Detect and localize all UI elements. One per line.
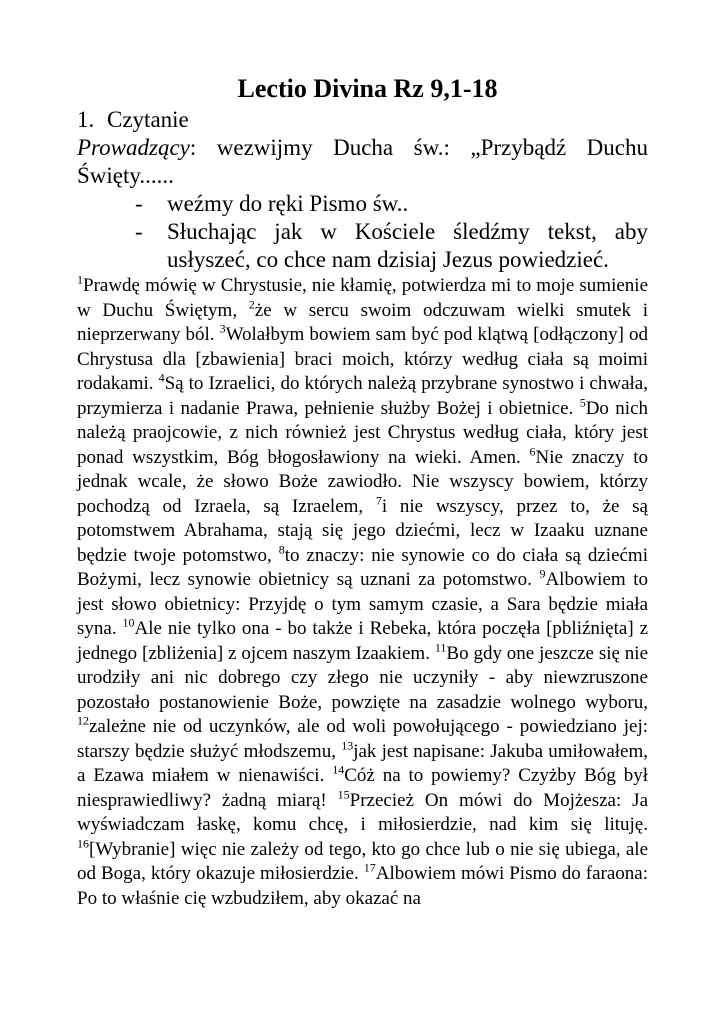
verse-text: to znaczy: nie synowie co do ciała są dziećmi Bożymi, lecz synowie obietnicy są uznani za potomstwo. — [77, 544, 648, 590]
verse-number: 14 — [332, 762, 345, 777]
document-page — [77, 72, 648, 911]
verse-text: że w sercu swoim odczuwam wielki smutek i nieprzerwany ból. — [77, 299, 648, 345]
verse-text: Przecież On mówi do Mojżesza: Ja wyświadczam łaskę, komu chcę, i miłosierdzie, nad kim się lituję. — [77, 789, 648, 835]
intro-text: : wezwijmy Ducha św.: „Przybądź Duchu Święty...... — [77, 135, 648, 188]
verse-number: 7 — [375, 493, 382, 508]
verse-number: 16 — [77, 836, 89, 851]
verse-number: 1 — [77, 272, 83, 287]
verse-text: Bo gdy one jeszcze się nie urodziły ani nic dobrego czy złego nie uczyniły - aby niewzruszone pozostało postanowienie Boże, powzięte na zasadzie wolnego wyboru, — [77, 642, 649, 713]
instruction-text: weźmy do ręki Pismo św.. — [167, 191, 409, 216]
verse-number: 17 — [363, 860, 376, 875]
instruction-text: Słuchając jak w Kościele śledźmy tekst, aby usłyszeć, co chce nam dzisiaj Jezus powiedzieć. — [167, 219, 648, 272]
verse-number: 15 — [337, 787, 350, 802]
verse-text: Są to Izraelici, do których należą przybrane synostwo i chwała, przymierza i nadanie Prawa, pełnienie służby Bożej i obietnice. — [77, 373, 648, 419]
verse-text: jak jest napisane: Jakuba umiłowałem, a Ezawa miałem w nienawiści. — [77, 740, 648, 786]
intro-role: Prowadzący — [77, 135, 190, 160]
verse-number: 13 — [341, 738, 354, 753]
verse-number: 8 — [278, 542, 285, 557]
verse-number: 3 — [219, 321, 226, 336]
section-label: Czytanie — [107, 107, 189, 132]
instruction-list — [77, 190, 648, 274]
verse-text: i nie wszyscy, przez to, że są potomstwem Abrahama, stają się jego dziećmi, lecz w Izaaku uznane będzie twoje potomstwo, — [77, 495, 648, 566]
verse-text: Cóż na to powiemy? Czyżby Bóg był niesprawiedliwy? żadną miarą! — [77, 765, 648, 811]
verse-number: 12 — [77, 713, 89, 728]
bullet-dash: - — [135, 219, 143, 244]
verse-number: 4 — [158, 370, 165, 385]
instruction-item — [135, 218, 648, 274]
verse-text: Nie znaczy to jednak wcale, że słowo Boże zawiodło. Nie wszyscy bowiem, którzy pochodzą od Izraela, są Izraelem, — [77, 446, 648, 517]
verse-text: zależne nie od uczynków, ale od woli powołującego - powiedziano jej: starszy będzie służyć młodszemu, — [77, 716, 648, 762]
verse-text: [Wybranie] więc nie zależy od tego, kto go chce lub o nie się ubiega, ale od Boga, który okazuje miłosierdzie. — [77, 838, 648, 884]
verse-number: 10 — [122, 615, 135, 630]
instruction-item — [135, 190, 648, 218]
verse-number: 5 — [579, 395, 586, 410]
scripture-passage — [77, 274, 648, 911]
verse-number: 9 — [539, 566, 546, 581]
verse-text: Albowiem to jest słowo obietnicy: Przyjdę o tym samym czasie, a Sara będzie miała syna. — [77, 569, 648, 639]
bullet-dash: - — [135, 191, 143, 216]
page-title: Lectio Divina Rz 9,1-18 — [237, 74, 498, 103]
verse-number: 2 — [248, 297, 255, 312]
section-number: 1. — [77, 107, 95, 132]
verse-number: 6 — [529, 444, 536, 459]
verse-text: Prawdę mówię w Chrystusie, nie kłamię, potwierdza mi to moje sumienie w Duchu Świętym, — [77, 275, 648, 321]
verse-text: Ale nie tylko ona - bo także i Rebeka, która poczęła [pbliźnięta] z jednego [zbliżenia] z ojcem naszym Izaakiem. — [77, 618, 648, 664]
intro-paragraph — [77, 134, 648, 190]
verse-number: 11 — [434, 640, 447, 655]
verse-text: Albowiem mówi Pismo do faraona: Po to właśnie cię wzbudziłem, aby okazać na — [77, 863, 648, 909]
verse-text: Do nich należą praojcowie, z nich również jest Chrystus według ciała, który jest ponad wszystkim, Bóg błogosławiony na wieki. Amen. — [77, 397, 649, 468]
verse-text: Wolałbym bowiem sam być pod klątwą [odłączony] od Chrystusa dla [zbawienia] braci moich, którzy według ciała są moimi rodakami. — [77, 324, 648, 394]
section-heading — [77, 106, 648, 134]
